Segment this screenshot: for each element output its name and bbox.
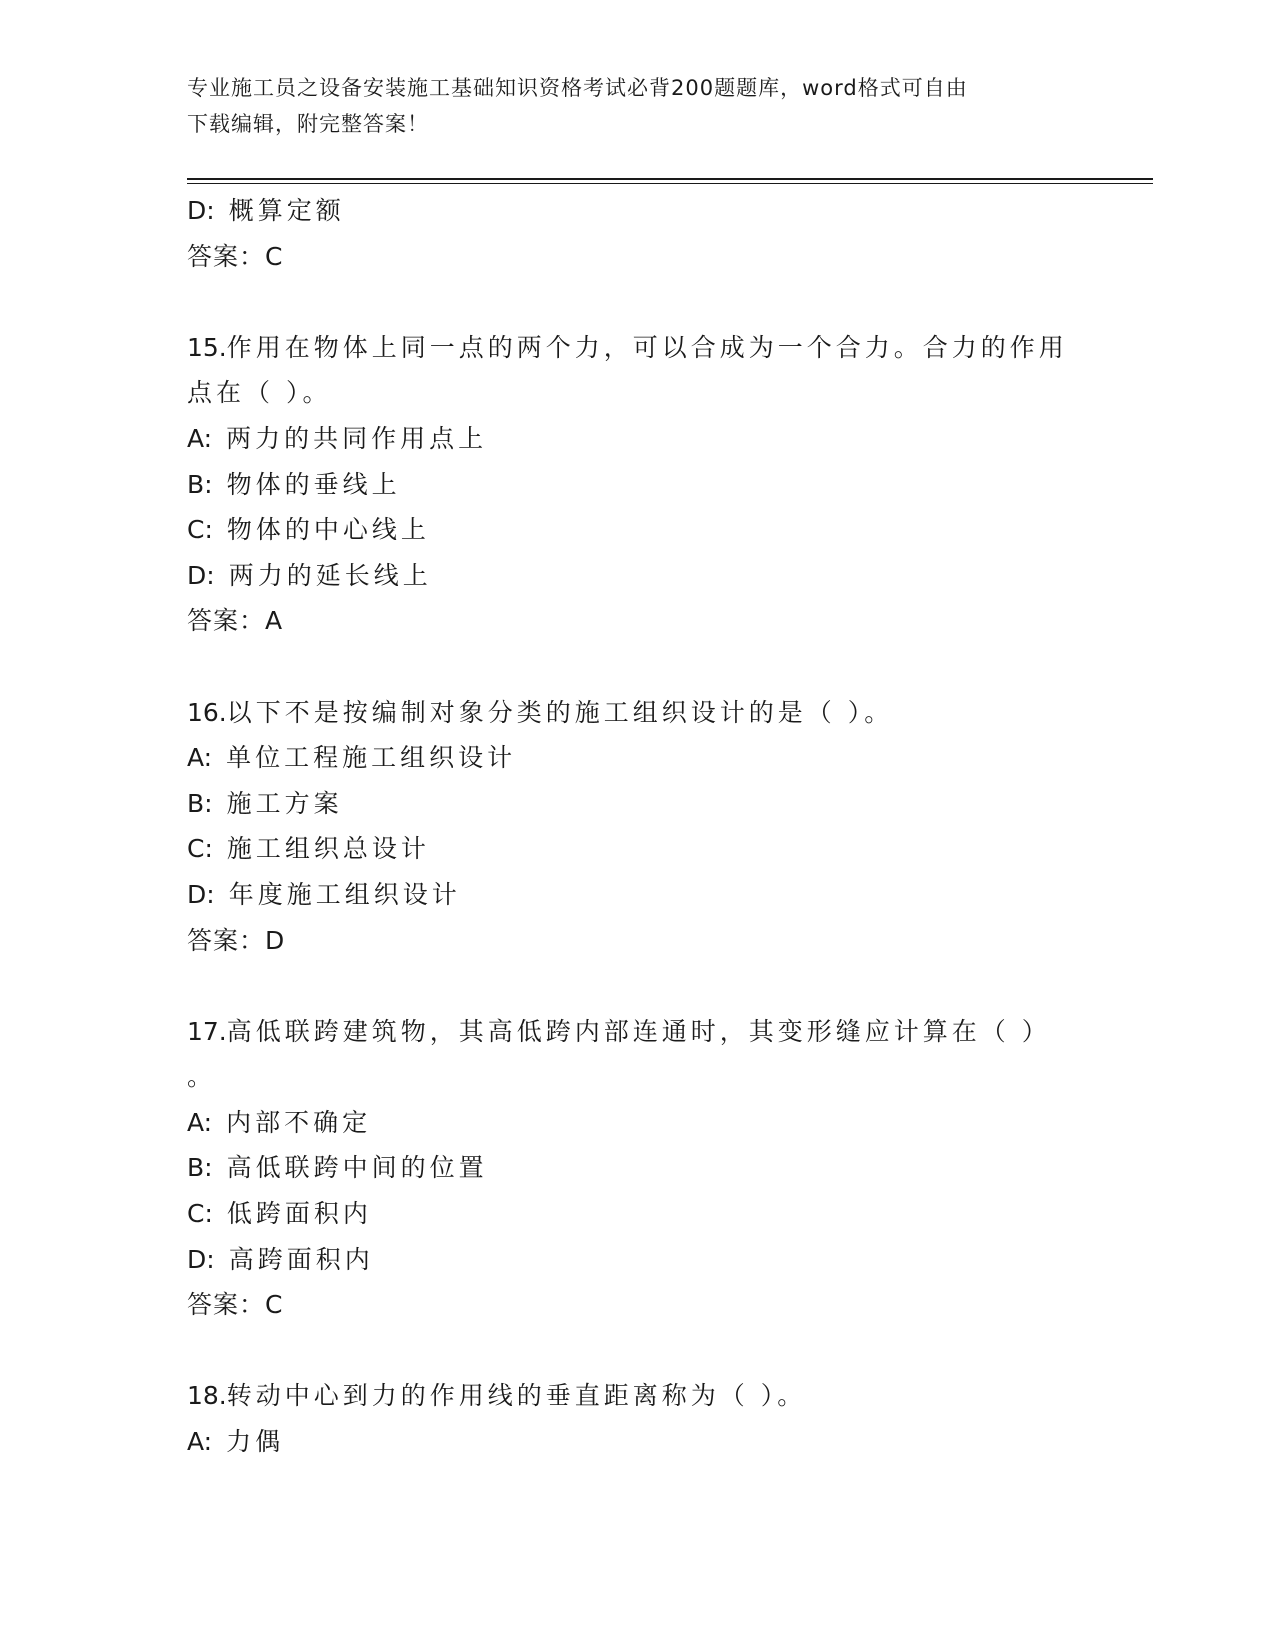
question-number: 16. [187, 697, 227, 727]
document-header [187, 70, 1087, 142]
question-text: 高低联跨建筑物，其高低跨内部连通时，其变形缝应计算在（ ） [226, 1016, 1051, 1046]
question-16-stem [187, 690, 1087, 736]
option-c [187, 1191, 1087, 1237]
answer-value: C [265, 241, 284, 271]
header-title-line-1: 专业施工员之设备安装施工基础知识资格考试必背200题题库，word格式可自由 [187, 76, 968, 100]
option-text: 两力的共同作用点上 [226, 423, 488, 453]
question-15-stem-cont: 点在（ ）。 [187, 378, 332, 408]
option-text: 施工组织总设计 [226, 834, 430, 864]
question-text: 以下不是按编制对象分类的施工组织设计的是（ ）。 [226, 697, 894, 727]
header-divider-thin [187, 183, 1153, 184]
option-label: B: [187, 1153, 213, 1183]
option-d [187, 872, 1087, 918]
header-title-line-2: 下载编辑，附完整答案！ [187, 112, 429, 136]
answer-value: D [265, 925, 286, 955]
option-label: A: [187, 1107, 213, 1137]
option-text: 物体的垂线上 [226, 469, 401, 499]
option-d [187, 553, 1087, 599]
option-label: A: [187, 423, 213, 453]
answer-label: 答案： [187, 241, 266, 271]
question-17-stem [187, 1009, 1087, 1055]
option-text: 低跨面积内 [226, 1199, 372, 1229]
option-text: 内部不确定 [226, 1107, 372, 1137]
option-d [187, 1237, 1087, 1283]
document-body [187, 188, 1087, 1465]
question-15-stem [187, 325, 1087, 371]
option-text: 单位工程施工组织设计 [226, 743, 517, 773]
option-c [187, 826, 1087, 872]
option-text: 高低联跨中间的位置 [226, 1153, 488, 1183]
option-text: 力偶 [226, 1427, 285, 1457]
option-label: A: [187, 1427, 213, 1457]
question-number: 15. [187, 332, 227, 362]
option-text: 两力的延长线上 [228, 560, 432, 590]
option-d [187, 188, 1087, 234]
option-b [187, 781, 1087, 827]
option-label: D: [187, 1244, 215, 1274]
option-label: D: [187, 196, 215, 225]
option-a [187, 1100, 1087, 1146]
answer-label: 答案： [187, 1290, 266, 1320]
option-label: B: [187, 469, 213, 499]
option-c [187, 507, 1087, 553]
question-text: 转动中心到力的作用线的垂直距离称为（ ）。 [226, 1381, 807, 1411]
option-b [187, 462, 1087, 508]
answer-value: A [265, 606, 284, 636]
option-a [187, 1419, 1087, 1465]
option-a [187, 735, 1087, 781]
option-b [187, 1145, 1087, 1191]
answer-line [187, 1282, 1087, 1328]
question-17-stem-cont: 。 [187, 1062, 217, 1092]
question-text: 作用在物体上同一点的两个力，可以合成为一个合力。合力的作用 [226, 332, 1068, 362]
option-text: 概算定额 [228, 196, 345, 225]
option-text: 年度施工组织设计 [228, 879, 461, 909]
option-label: D: [187, 879, 215, 909]
option-text: 施工方案 [226, 788, 343, 818]
question-number: 18. [187, 1381, 227, 1411]
option-label: A: [187, 743, 213, 773]
option-label: B: [187, 788, 213, 818]
option-a [187, 416, 1087, 462]
answer-label: 答案： [187, 606, 266, 636]
option-label: C: [187, 515, 213, 545]
option-label: C: [187, 834, 213, 864]
question-number: 17. [187, 1016, 227, 1046]
option-label: D: [187, 560, 215, 590]
answer-line [187, 918, 1087, 964]
question-18-stem [187, 1373, 1087, 1419]
answer-value: C [265, 1290, 284, 1320]
header-divider-thick [187, 178, 1153, 180]
answer-line [187, 234, 1087, 280]
option-text: 高跨面积内 [228, 1244, 374, 1274]
option-label: C: [187, 1199, 213, 1229]
answer-line [187, 598, 1087, 644]
answer-label: 答案： [187, 925, 266, 955]
option-text: 物体的中心线上 [226, 515, 430, 545]
